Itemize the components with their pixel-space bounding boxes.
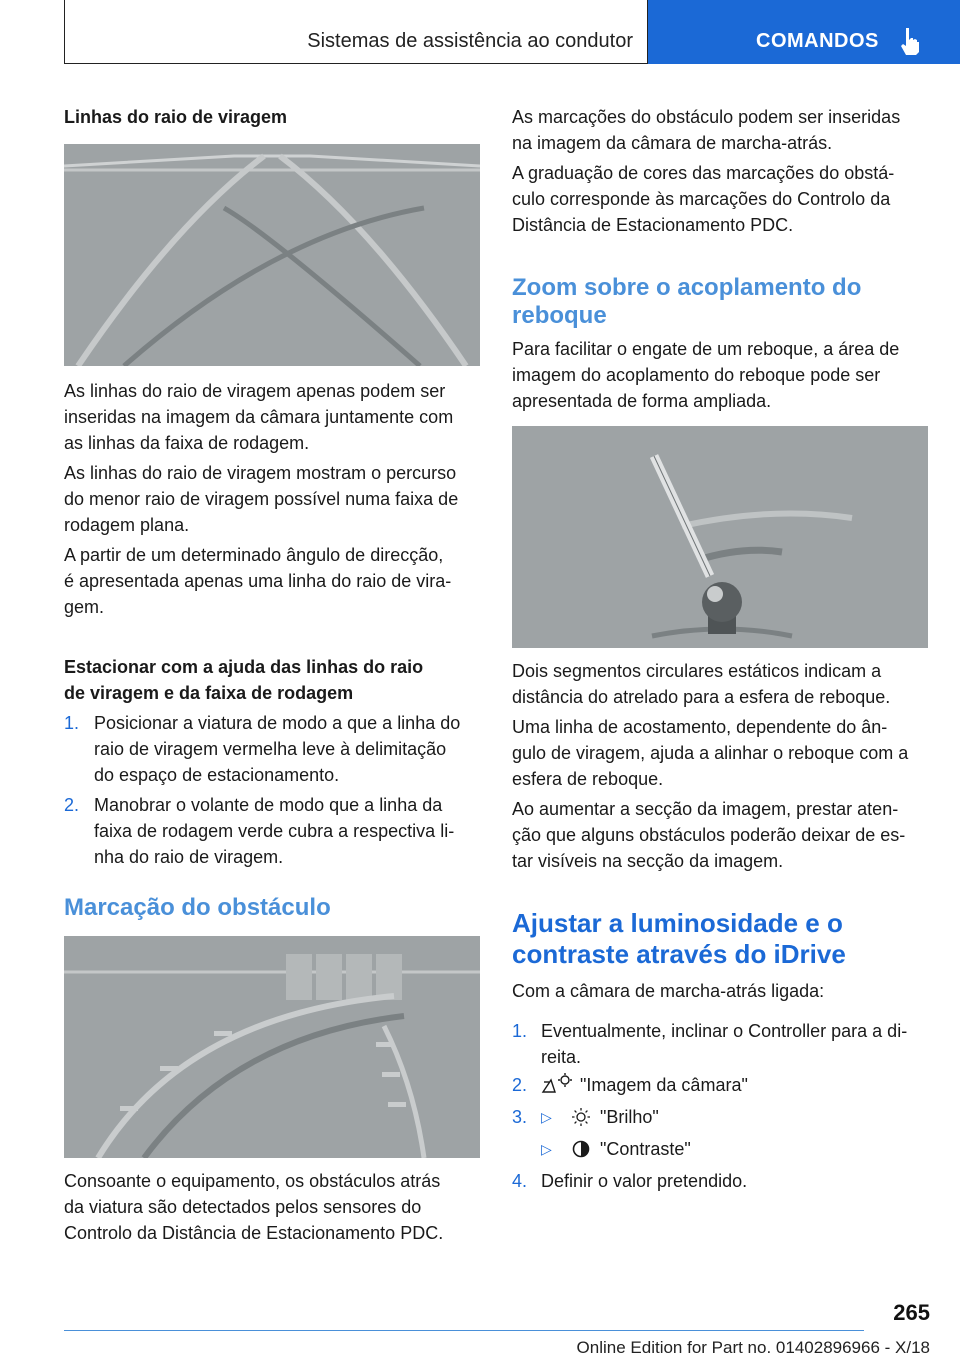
chapter-tab — [648, 0, 960, 64]
step-text — [94, 710, 460, 788]
step-number: 3. — [512, 1107, 528, 1127]
text-line: Para facilitar o engate de um reboque, a área de — [512, 339, 900, 359]
step-text: Definir o valor pretendido. — [541, 1171, 748, 1191]
text-line: apresentada de forma ampliada. — [512, 391, 772, 411]
text-line: distância do atrelado para a esfera de reboque. — [512, 687, 891, 707]
bullet-triangle-icon: ▷ — [541, 1141, 552, 1157]
figure-obstacle-marking — [64, 936, 480, 1158]
text-line: ção que alguns obstáculos poderão deixar de es- — [512, 825, 906, 845]
heading-line: Estacionar com a ajuda das linhas do raio — [64, 657, 424, 677]
paragraph-circular-segments — [512, 658, 890, 710]
paragraph-turning-1 — [64, 378, 453, 456]
menu-item-brightness: "Brilho" — [600, 1107, 659, 1127]
text-line: Dois segmentos circulares estáticos indicam a — [512, 661, 882, 681]
text-line: Distância de Estacionamento PDC. — [512, 215, 794, 235]
heading-parking-with-lines — [64, 654, 423, 706]
text-line: faixa de rodagem verde cubra a respectiva li- — [94, 821, 455, 841]
contrast-icon — [572, 1140, 590, 1158]
menu-item-camera-image: "Imagem da câmara" — [580, 1075, 748, 1095]
text-line: inseridas na imagem da câmara juntamente com — [64, 407, 454, 427]
text-line: raio de viragem vermelha leve à delimitação — [94, 739, 447, 759]
brightness-icon — [571, 1107, 591, 1127]
text-line: Manobrar o volante de modo que a linha da — [94, 795, 443, 815]
text-line: As marcações do obstáculo podem ser inseridas — [512, 107, 901, 127]
text-line: Eventualmente, inclinar o Controller para a di- — [541, 1021, 908, 1041]
paragraph-obstacle-markings — [512, 104, 900, 156]
heading-line: Zoom sobre o acoplamento do — [512, 274, 862, 301]
bullet-triangle-icon: ▷ — [541, 1109, 552, 1125]
text-line: nha do raio de viragem. — [94, 847, 284, 867]
paragraph-turning-2 — [64, 460, 458, 538]
text-line: do espaço de estacionamento. — [94, 765, 340, 785]
heading-brightness-contrast — [512, 908, 846, 970]
text-line: da viatura são detectados pelos sensores do — [64, 1197, 422, 1217]
heading-trailer-hitch-zoom — [512, 274, 861, 330]
figure-trailer-hitch-zoom — [512, 426, 928, 648]
text-line: Uma linha de acostamento, dependente do ân- — [512, 717, 888, 737]
heading-line: de viragem e da faixa de rodagem — [64, 683, 354, 703]
step-number: 2. — [512, 1075, 528, 1095]
text-line: Posicionar a viatura de modo a que a linha do — [94, 713, 461, 733]
text-line: esfera de reboque. — [512, 769, 664, 789]
text-line: é apresentada apenas uma linha do raio de vira- — [64, 571, 452, 591]
page-number: 265 — [893, 1300, 930, 1325]
paragraph-turning-3 — [64, 542, 451, 620]
paragraph-alignment-line — [512, 714, 908, 792]
text-line: reita. — [541, 1047, 582, 1067]
text-line: Ao aumentar a secção da imagem, prestar aten- — [512, 799, 899, 819]
step-number: 1. — [64, 713, 80, 733]
text-line: culo corresponde às marcações do Controlo da — [512, 189, 891, 209]
paragraph-obstacle-detection — [64, 1168, 443, 1246]
text-line: imagem do acoplamento do reboque pode ser — [512, 365, 881, 385]
paragraph-zoom-intro — [512, 336, 899, 414]
step-number: 4. — [512, 1171, 528, 1191]
heading-line: reboque — [512, 302, 607, 329]
hand-pointer-icon — [900, 26, 920, 56]
text-line: as linhas da faixa de rodagem. — [64, 433, 310, 453]
footer-divider — [64, 1330, 864, 1331]
paragraph-camera-on: Com a câmara de marcha-atrás ligada: — [512, 981, 825, 1001]
text-line: tar visíveis na secção da imagem. — [512, 851, 784, 871]
text-line: As linhas do raio de viragem apenas podem ser — [64, 381, 446, 401]
step-text — [541, 1018, 907, 1070]
chapter-tab-label: COMANDOS — [756, 30, 879, 52]
figure-turning-radius-lines — [64, 144, 480, 366]
menu-item-contrast: "Contraste" — [600, 1139, 691, 1159]
heading-obstacle-marking: Marcação do obstáculo — [64, 894, 331, 921]
text-line: gulo de viragem, ajuda a alinhar o reboque com a — [512, 743, 909, 763]
step-number: 1. — [512, 1021, 528, 1041]
section-title: Sistemas de assistência ao condutor — [307, 30, 633, 52]
heading-turning-radius-lines: Linhas do raio de viragem — [64, 107, 288, 127]
step-number: 2. — [64, 795, 80, 815]
text-line: Consoante o equipamento, os obstáculos atrás — [64, 1171, 441, 1191]
section-title-box — [64, 0, 648, 64]
paragraph-zoom-warning — [512, 796, 905, 874]
text-line: na imagem da câmara de marcha-atrás. — [512, 133, 833, 153]
text-line: rodagem plana. — [64, 515, 190, 535]
step-text — [94, 792, 454, 870]
page-header — [64, 0, 960, 64]
edition-footer: Online Edition for Part no. 01402896966 - X/18 — [576, 1338, 930, 1357]
text-line: As linhas do raio de viragem mostram o percurso — [64, 463, 457, 483]
paragraph-color-grading — [512, 160, 894, 238]
heading-line: Ajustar a luminosidade e o — [512, 908, 843, 938]
text-line: A partir de um determinado ângulo de direcção, — [64, 545, 444, 565]
heading-line: contraste através do iDrive — [512, 939, 846, 969]
text-line: A graduação de cores das marcações do obstá- — [512, 163, 895, 183]
camera-image-icon — [541, 1072, 573, 1096]
text-line: do menor raio de viragem possível numa faixa de — [64, 489, 459, 509]
text-line: Controlo da Distância de Estacionamento PDC. — [64, 1223, 444, 1243]
text-line: gem. — [64, 597, 105, 617]
